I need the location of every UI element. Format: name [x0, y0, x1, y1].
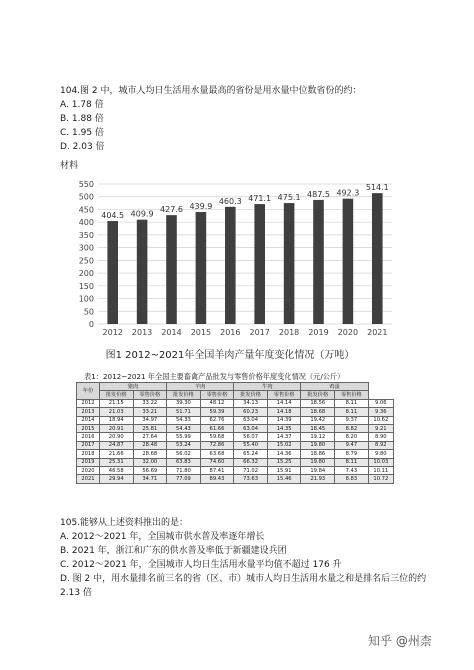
- table-cell: 10.03: [368, 458, 393, 466]
- table-group-pork: 猪肉: [99, 383, 166, 391]
- table-cell: 8.90: [368, 433, 393, 441]
- table-cell-year: 2021: [77, 475, 100, 483]
- table-cell: 25.81: [133, 424, 167, 432]
- bar: [225, 207, 236, 324]
- table-cell: 19.80: [301, 458, 335, 466]
- table-cell: 21.15: [99, 399, 133, 407]
- table-cell: 14.39: [267, 416, 301, 424]
- table-cell: 18.45: [301, 424, 335, 432]
- question-104-option-d: D. 2.03 倍: [60, 142, 105, 152]
- table-cell: 14.37: [267, 433, 301, 441]
- y-tick-label: 300: [78, 243, 94, 253]
- table-cell: 32.00: [133, 458, 167, 466]
- table-cell: 66.32: [234, 458, 268, 466]
- table-cell: 71.80: [167, 466, 201, 474]
- table-body: [77, 399, 394, 483]
- table-cell: 9.37: [335, 416, 369, 424]
- question-105-option-a: A. 2012～2021 年，全国城市供水普及率逐年增长: [60, 532, 265, 542]
- table-cell-year: 2016: [77, 433, 100, 441]
- table-cell: 14.35: [267, 424, 301, 432]
- table-cell: 77.09: [167, 475, 201, 483]
- data-label: 460.3: [218, 196, 242, 206]
- question-104-option-c: C. 1.95 倍: [60, 128, 104, 138]
- table-cell: 63.83: [167, 458, 201, 466]
- table-cell: 8.11: [335, 408, 369, 416]
- y-tick-label: 550: [78, 180, 94, 189]
- y-tick-label: 500: [78, 192, 94, 202]
- question-105-option-b: B. 2021 年，浙江和广东的供水普及率低于新疆建设兵团: [60, 546, 287, 556]
- question-105-stem: 105.能够从上述资料推出的是：: [60, 518, 189, 528]
- y-tick-label: 150: [78, 281, 94, 291]
- data-label: 427.6: [160, 205, 183, 215]
- table-cell: 34.97: [133, 416, 167, 424]
- table-cell: 56.07: [234, 433, 268, 441]
- table-cell-year: 2014: [77, 416, 100, 424]
- table-cell: 18.68: [301, 408, 335, 416]
- y-tick-label: 200: [78, 269, 94, 279]
- table-cell-year: 2013: [77, 408, 100, 416]
- table-cell: 34.71: [133, 475, 167, 483]
- table-cell: 19.84: [301, 466, 335, 474]
- x-tick-label: 2018: [278, 328, 300, 337]
- table-cell-year: 2019: [77, 458, 100, 466]
- table-cell-year: 2012: [77, 399, 100, 407]
- table-cell: 18.86: [301, 450, 335, 458]
- materials-label: 材料: [60, 161, 79, 171]
- table-cell: 9.06: [368, 399, 393, 407]
- table-cell: 27.64: [133, 433, 167, 441]
- table-cell: 73.63: [234, 475, 268, 483]
- table-cell: 15.25: [267, 458, 301, 466]
- table-group-mutton: 羊肉: [167, 383, 234, 391]
- table-cell: 21.66: [99, 450, 133, 458]
- table-cell: 7.43: [335, 466, 369, 474]
- table-cell: 46.58: [99, 466, 133, 474]
- table-row: [77, 424, 394, 432]
- table-cell: 15.91: [267, 466, 301, 474]
- table-cell: 65.24: [234, 450, 268, 458]
- table-cell: 19.80: [301, 441, 335, 449]
- table-cell: 14.18: [267, 408, 301, 416]
- table-cell: 63.04: [234, 424, 268, 432]
- table-subheader: 零售价格: [200, 391, 234, 399]
- table-cell: 8.79: [335, 450, 369, 458]
- mutton-production-chart: [60, 176, 400, 366]
- table-subheader: 零售价格: [133, 391, 167, 399]
- table-cell: 8.82: [335, 424, 369, 432]
- table-cell-year: 2018: [77, 450, 100, 458]
- y-tick-label: 350: [78, 230, 94, 240]
- table-row: [77, 433, 394, 441]
- data-label: 475.1: [277, 193, 301, 203]
- table-cell: 14.36: [267, 450, 301, 458]
- chart-x-axis: [103, 328, 388, 337]
- table-subheader-row: [77, 391, 394, 399]
- table-cell: 74.60: [200, 458, 234, 466]
- table-cell: 56.69: [133, 466, 167, 474]
- table-cell: 61.66: [200, 424, 234, 432]
- table-subheader: 批发价格: [301, 391, 335, 399]
- table-cell: 24.87: [99, 441, 133, 449]
- table-cell: 21.03: [99, 408, 133, 416]
- bar: [166, 215, 177, 324]
- table-row: [77, 416, 394, 424]
- table-cell: 54.33: [167, 416, 201, 424]
- bar: [313, 200, 324, 324]
- table-cell: 55.40: [234, 441, 268, 449]
- x-tick-label: 2021: [367, 328, 388, 337]
- question-105: [60, 516, 440, 600]
- data-label: 404.5: [101, 211, 125, 221]
- table-cell: 9.80: [368, 450, 393, 458]
- table-cell: 62.76: [200, 416, 234, 424]
- table-row: [77, 466, 394, 474]
- table-cell: 51.71: [167, 408, 201, 416]
- table-cell: 63.04: [234, 416, 268, 424]
- bar: [284, 203, 295, 324]
- table-cell: 10.62: [368, 416, 393, 424]
- question-104-stem: 104.图 2 中，城市人均日生活用水量最高的省份是用水量中位数省份的约：: [60, 86, 362, 96]
- table-cell: 33.21: [133, 408, 167, 416]
- y-tick-label: 450: [78, 205, 94, 215]
- bar: [137, 220, 148, 324]
- table-row: [77, 408, 394, 416]
- bar: [196, 212, 207, 324]
- table-group-eggs: 鸡蛋: [301, 383, 368, 391]
- table-cell: 20.91: [99, 424, 133, 432]
- table-subheader: 批发价格: [99, 391, 133, 399]
- table-subheader: 零售价格: [267, 391, 301, 399]
- table-cell: 55.99: [167, 433, 201, 441]
- y-tick-label: 250: [78, 256, 94, 266]
- table-cell: 18.94: [99, 416, 133, 424]
- table-cell: 59.68: [200, 433, 234, 441]
- table-cell: 9.36: [368, 408, 393, 416]
- data-label: 487.5: [307, 189, 330, 199]
- table-cell: 48.12: [200, 399, 234, 407]
- zhihu-watermark: 知乎 @州柰: [368, 634, 432, 648]
- x-tick-label: 2014: [161, 328, 182, 337]
- x-tick-label: 2012: [102, 328, 123, 337]
- table-cell: 28.68: [133, 450, 167, 458]
- table-cell: 9.21: [368, 424, 393, 432]
- table-row: [77, 450, 394, 458]
- table-subheader: 批发价格: [167, 391, 201, 399]
- data-label: 514.1: [365, 183, 389, 193]
- table-cell: 71.02: [234, 466, 268, 474]
- table-cell: 87.41: [200, 466, 234, 474]
- table-cell-year: 2017: [77, 441, 100, 449]
- question-104: [60, 84, 362, 154]
- table-cell: 28.48: [133, 441, 167, 449]
- x-tick-label: 2013: [131, 328, 153, 337]
- y-tick-label: 50: [83, 307, 94, 317]
- table-cell: 21.93: [301, 475, 335, 483]
- table-cell: 9.47: [335, 441, 369, 449]
- table-cell: 19.42: [301, 416, 335, 424]
- bar: [107, 221, 118, 324]
- table-row: [77, 399, 394, 407]
- chart-y-axis: [79, 180, 94, 329]
- table-row: [77, 458, 394, 466]
- question-104-option-a: A. 1.78 倍: [60, 100, 104, 110]
- bar: [343, 199, 354, 324]
- table-cell: 14.14: [267, 399, 301, 407]
- table-cell: 10.11: [368, 466, 393, 474]
- table-cell: 18.56: [301, 399, 335, 407]
- y-tick-label: 0: [88, 320, 94, 329]
- price-table: [76, 382, 394, 484]
- table-cell: 8.83: [335, 475, 369, 483]
- y-tick-label: 100: [78, 294, 94, 304]
- table-cell: 39.30: [167, 399, 201, 407]
- table-cell: 19.12: [301, 433, 335, 441]
- table-cell: 8.20: [335, 433, 369, 441]
- data-label: 471.1: [248, 194, 272, 204]
- x-tick-label: 2019: [308, 328, 329, 337]
- table-cell: 72.86: [200, 441, 234, 449]
- chart-title: 图1 2012~2021年全国羊肉产量年度变化情况（万吨）: [105, 350, 355, 361]
- table-subheader: 零售价格: [335, 391, 369, 399]
- table-cell-year: 2015: [77, 424, 100, 432]
- table-row: [77, 475, 394, 483]
- table-cell-year: 2020: [77, 466, 100, 474]
- table-cell: 63.68: [200, 450, 234, 458]
- question-105-option-c: C. 2012～2021 年，全国城市人均日生活用水量平均值不超过 176 升: [60, 560, 342, 570]
- data-label: 439.9: [189, 202, 213, 212]
- table-cell: 60.23: [234, 408, 268, 416]
- bar: [372, 193, 383, 324]
- data-label: 409.9: [130, 209, 154, 219]
- table-cell: 20.90: [99, 433, 133, 441]
- table-cell: 10.72: [368, 475, 393, 483]
- y-tick-label: 400: [78, 218, 94, 228]
- table-subheader: 批发价格: [234, 391, 268, 399]
- data-label: 492.3: [336, 188, 360, 198]
- table-cell: 56.02: [167, 450, 201, 458]
- table-cell: 15.02: [267, 441, 301, 449]
- table-cell: 33.22: [133, 399, 167, 407]
- question-104-option-b: B. 1.88 倍: [60, 114, 104, 124]
- table-header-year: 年份: [77, 383, 100, 400]
- table-row: [77, 441, 394, 449]
- x-tick-label: 2016: [220, 328, 241, 337]
- table-cell: 15.46: [267, 475, 301, 483]
- x-tick-label: 2017: [249, 328, 270, 337]
- table-group-header-row: [77, 383, 394, 391]
- table-cell: 89.43: [200, 475, 234, 483]
- table-cell: 8.11: [335, 458, 369, 466]
- table-cell: 53.24: [167, 441, 201, 449]
- table-cell: 29.94: [99, 475, 133, 483]
- bar: [254, 204, 265, 324]
- table-cell: 8.92: [368, 441, 393, 449]
- table-cell: 25.31: [99, 458, 133, 466]
- table-cell: 8.11: [335, 399, 369, 407]
- table-group-beef: 牛肉: [234, 383, 301, 391]
- table-cell: 59.39: [200, 408, 234, 416]
- table-cell: 54.43: [167, 424, 201, 432]
- table-cell: 34.13: [234, 399, 268, 407]
- table-title: 表1：2012~2021 年全国主要畜禽产品批发与零售价格年度变化情况（元/公斤）: [84, 372, 345, 381]
- x-tick-label: 2015: [190, 328, 212, 337]
- x-tick-label: 2020: [337, 328, 359, 337]
- question-105-option-d: D. 图 2 中，用水量排名前三名的省（区、市）城市人均日生活用水量之和是排名后三位的约 2.13 倍: [60, 574, 427, 598]
